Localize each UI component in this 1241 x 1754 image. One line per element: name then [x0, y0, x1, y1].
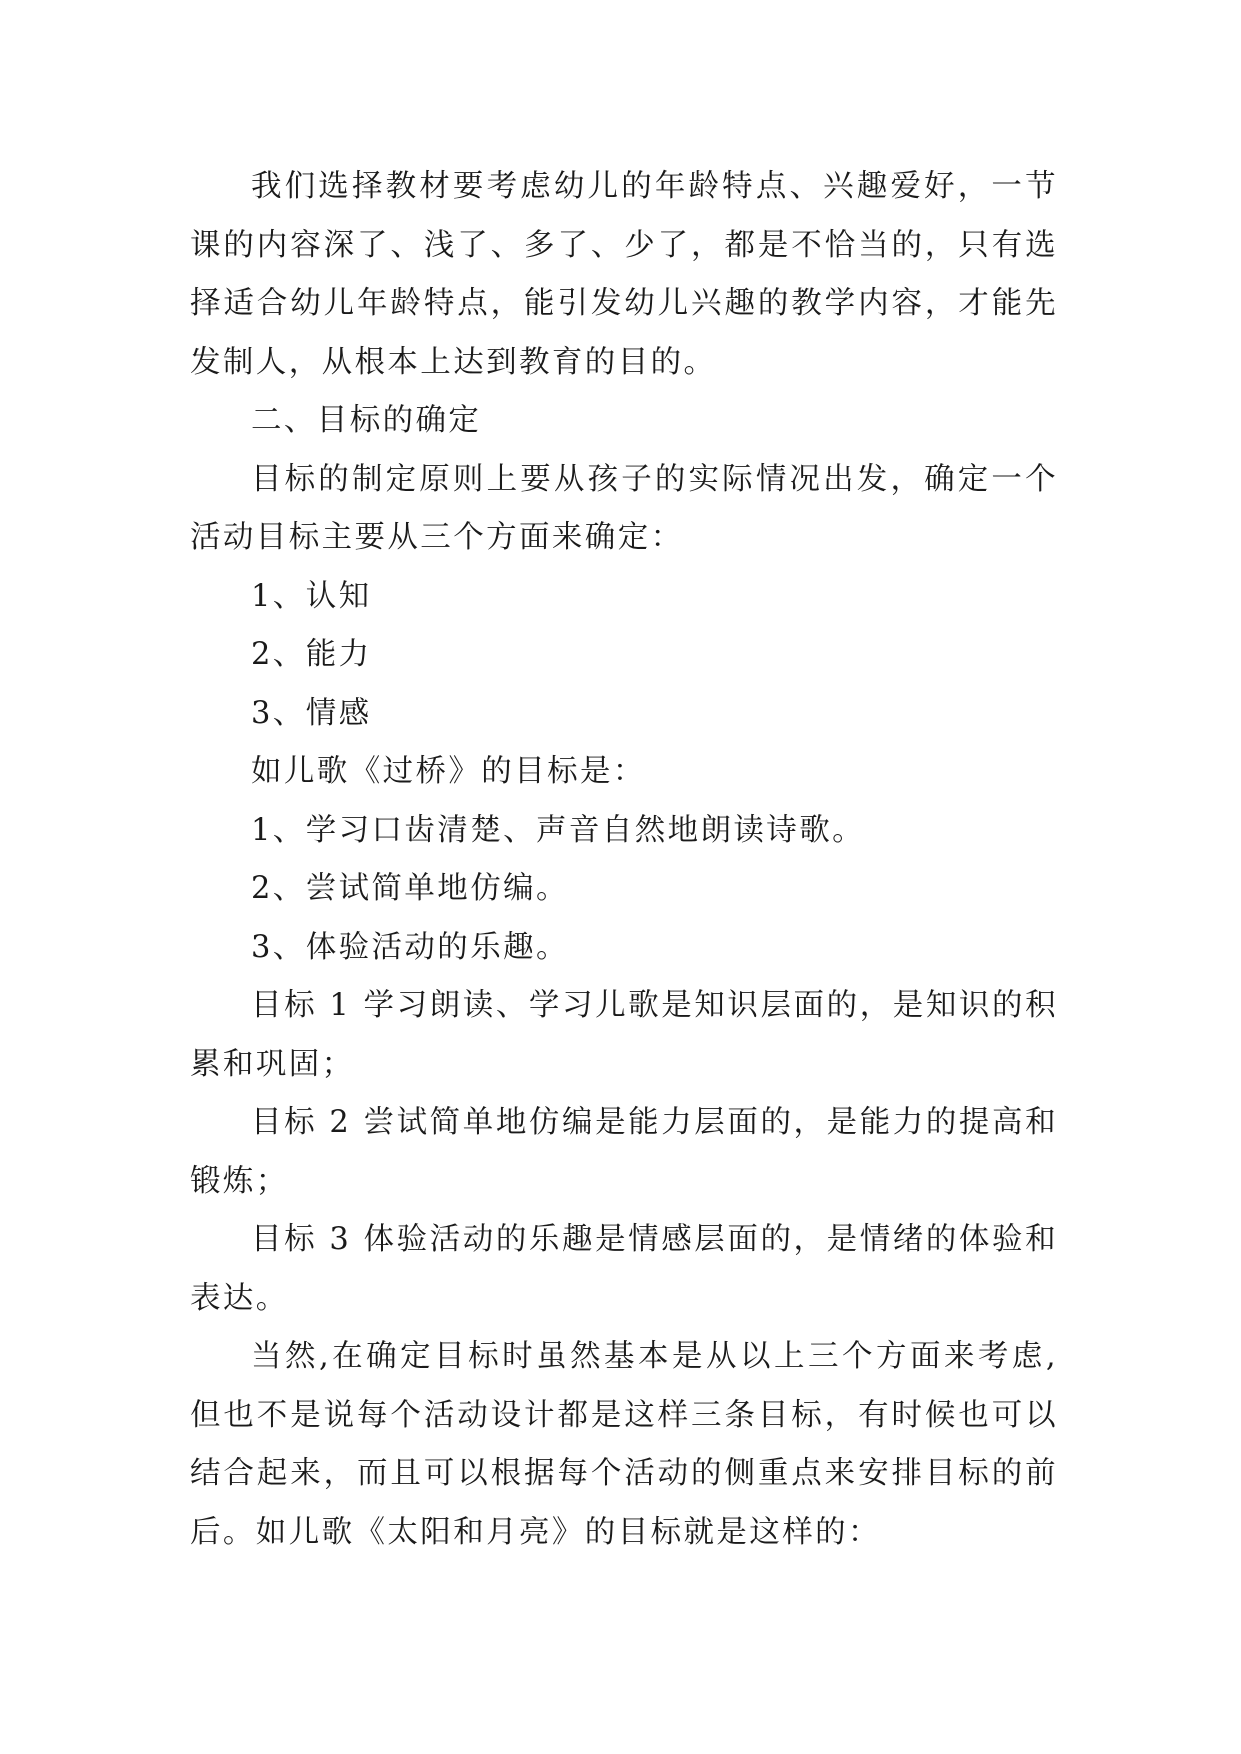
paragraph-goal-2-explanation: 目标 2 尝试简单地仿编是能力层面的，是能力的提高和锻炼； [190, 1105, 1058, 1199]
section-heading-goal-setting: 二、目标的确定 [251, 403, 482, 438]
paragraph-material-selection: 我们选择教材要考虑幼儿的年龄特点、兴趣爱好，一节课的内容深了、浅了、多了、少了，都是不恰当的，只有选择适合幼儿年龄特点，能引发幼儿兴趣的教学内容，才能先发制人，从根本上达到教育的目的。 [190, 169, 1058, 380]
list-item-goal-2: 2、尝试简单地仿编。 [251, 871, 569, 906]
paragraph-goal-1-explanation: 目标 1 学习朗读、学习儿歌是知识层面的，是知识的积累和巩固； [190, 988, 1058, 1082]
paragraph-goal-3-explanation: 目标 3 体验活动的乐趣是情感层面的，是情绪的体验和表达。 [190, 1222, 1058, 1316]
list-item-goal-1: 1、学习口齿清楚、声音自然地朗读诗歌。 [251, 812, 866, 848]
paragraph-example-bridge: 如儿歌《过桥》的目标是： [251, 754, 646, 789]
list-item-goal-3: 3、体验活动的乐趣。 [251, 929, 569, 965]
document-body [190, 158, 1058, 1562]
list-item-emotion: 3、情感 [251, 695, 372, 731]
list-item-ability: 2、能力 [251, 637, 372, 672]
paragraph-goal-principle: 目标的制定原则上要从孩子的实际情况出发，确定一个活动目标主要从三个方面来确定： [190, 461, 1058, 555]
list-item-cognition: 1、认知 [251, 578, 372, 614]
paragraph-combined-goals: 当然,在确定目标时虽然基本是从以上三个方面来考虑,但也不是说每个活动设计都是这样三条目标，有时候也可以结合起来，而且可以根据每个活动的侧重点来安排目标的前后。如儿歌《太阳和月亮》的目标就是这样的： [190, 1339, 1058, 1550]
